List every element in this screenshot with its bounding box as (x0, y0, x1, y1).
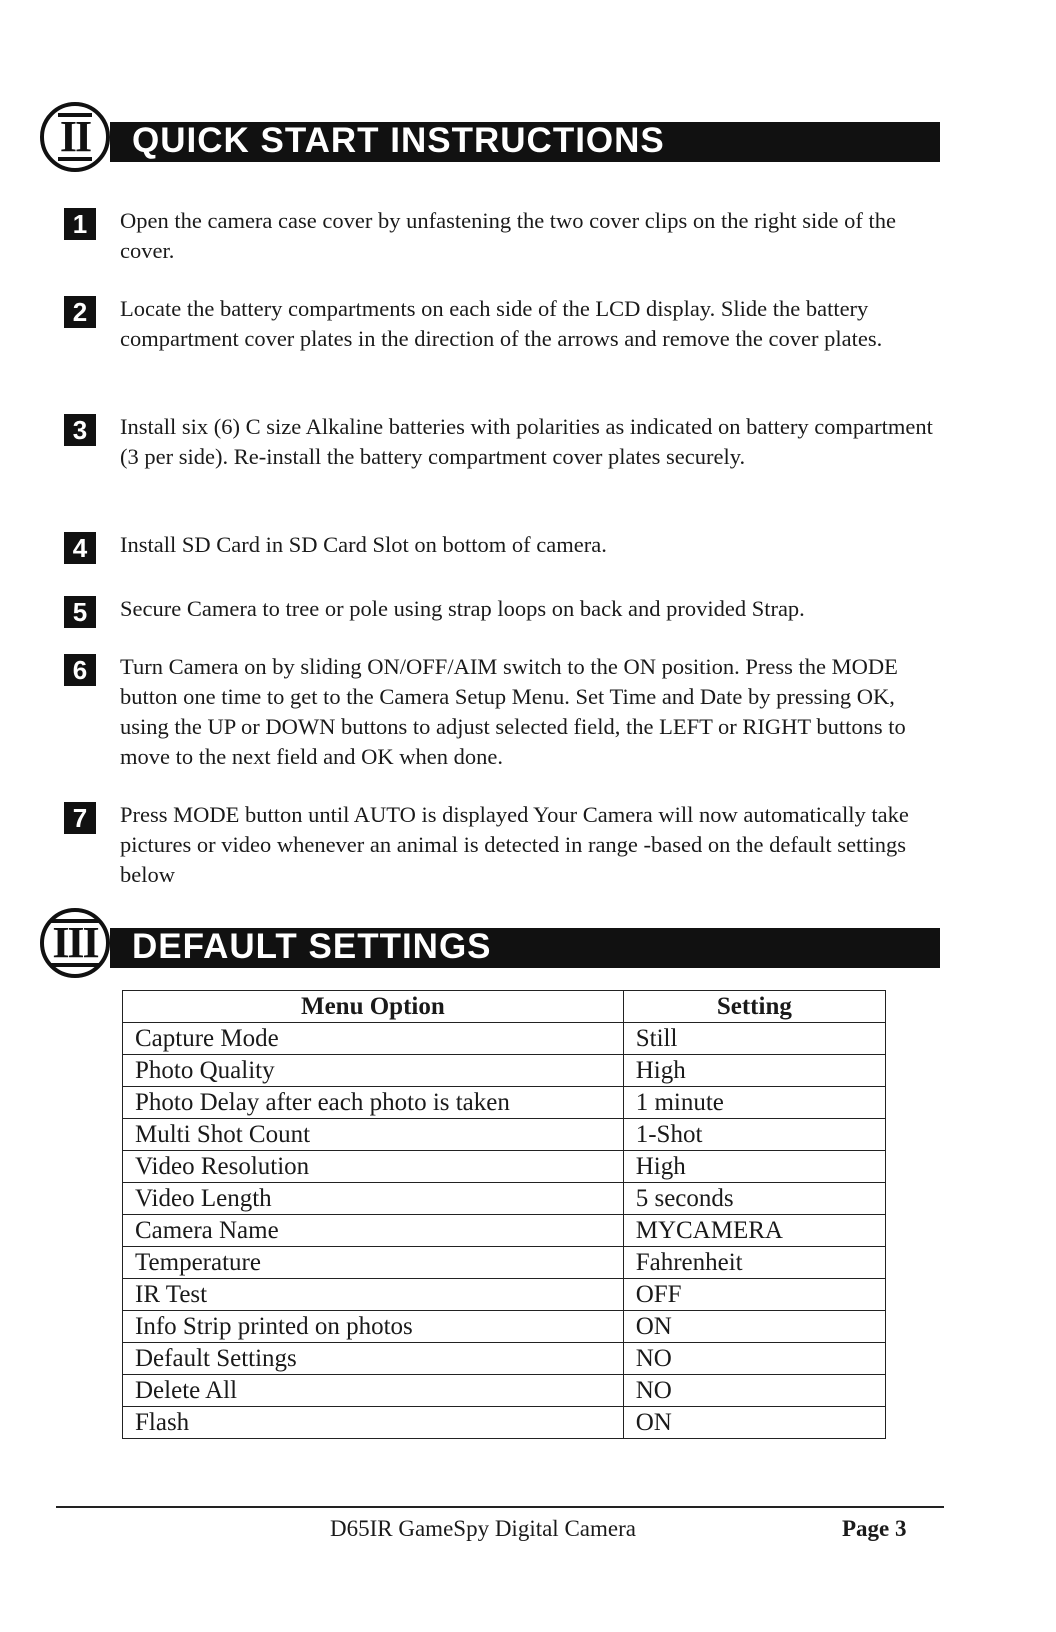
setting-cell: 1 minute (623, 1087, 885, 1119)
step-number-badge: 3 (64, 414, 96, 446)
setting-cell: Fahrenheit (623, 1247, 885, 1279)
menu-option-cell: Info Strip printed on photos (123, 1311, 624, 1343)
menu-option-cell: Video Length (123, 1183, 624, 1215)
step-number-badge: 7 (64, 802, 96, 834)
menu-option-cell: Multi Shot Count (123, 1119, 624, 1151)
table-row (123, 1183, 886, 1215)
footer-document-title: D65IR GameSpy Digital Camera (330, 1516, 636, 1541)
section-header-quick-start (40, 100, 940, 184)
setting-cell: NO (623, 1375, 885, 1407)
menu-option-cell: Temperature (123, 1247, 624, 1279)
setting-cell: NO (623, 1343, 885, 1375)
setting-cell: MYCAMERA (623, 1215, 885, 1247)
menu-option-cell: Photo Quality (123, 1055, 624, 1087)
step-text: Install six (6) C size Alkaline batteries with polarities as indicated on battery compartment (3 per side). Re-install the battery compartment cover plates securely. (120, 414, 933, 469)
step-text: Locate the battery compartments on each side of the LCD display. Slide the battery compartment cover plates in the direction of the arrows and remove the cover plates. (120, 296, 883, 351)
table-row (123, 1375, 886, 1407)
step-number-badge: 1 (64, 208, 96, 240)
step-text: Install SD Card in SD Card Slot on bottom of camera. (120, 532, 607, 557)
table-row (123, 1151, 886, 1183)
setting-cell: OFF (623, 1279, 885, 1311)
table-row (123, 1407, 886, 1439)
default-settings-table (122, 990, 886, 1439)
setting-cell: ON (623, 1407, 885, 1439)
section-numeral-badge (40, 102, 110, 172)
section-numeral: III (52, 918, 98, 967)
setting-cell: High (623, 1055, 885, 1087)
setting-cell: 1-Shot (623, 1119, 885, 1151)
section-header-default-settings (40, 906, 940, 990)
table-row (123, 1215, 886, 1247)
step-text: Open the camera case cover by unfastening the two cover clips on the right side of the cover. (120, 208, 896, 263)
step-number-badge: 5 (64, 596, 96, 628)
step-number-badge: 6 (64, 654, 96, 686)
table-row (123, 1311, 886, 1343)
menu-option-cell: Camera Name (123, 1215, 624, 1247)
table-header-row (123, 991, 886, 1023)
menu-option-cell: Flash (123, 1407, 624, 1439)
table-row (123, 1119, 886, 1151)
menu-option-cell: Default Settings (123, 1343, 624, 1375)
step-text: Press MODE button until AUTO is displayed Your Camera will now automatically take pictures or video whenever an animal is detected in range -based on the default settings below (120, 802, 909, 887)
footer-page-number: Page 3 (842, 1516, 907, 1541)
step-number-badge: 4 (64, 532, 96, 564)
section-numeral: II (59, 112, 91, 161)
table-row (123, 1055, 886, 1087)
menu-option-cell: IR Test (123, 1279, 624, 1311)
section-title: QUICK START INSTRUCTIONS (132, 121, 665, 160)
section-numeral-badge (40, 908, 110, 978)
table-row (123, 1247, 886, 1279)
setting-cell: Still (623, 1023, 885, 1055)
setting-cell: 5 seconds (623, 1183, 885, 1215)
table-row (123, 1279, 886, 1311)
column-header-menu-option: Menu Option (123, 991, 624, 1023)
setting-cell: High (623, 1151, 885, 1183)
footer-divider (56, 1506, 944, 1508)
column-header-setting: Setting (623, 991, 885, 1023)
table-row (123, 1343, 886, 1375)
step-text: Turn Camera on by sliding ON/OFF/AIM switch to the ON position. Press the MODE button one time to get to the Camera Setup Menu. Set Time and Date by pressing OK, using the UP or DOWN buttons to adjust selected field, the LEFT or RIGHT buttons to move to the next field and OK when done. (120, 654, 906, 769)
table-row (123, 1087, 886, 1119)
menu-option-cell: Delete All (123, 1375, 624, 1407)
menu-option-cell: Video Resolution (123, 1151, 624, 1183)
step-text: Secure Camera to tree or pole using strap loops on back and provided Strap. (120, 596, 805, 621)
menu-option-cell: Capture Mode (123, 1023, 624, 1055)
setting-cell: ON (623, 1311, 885, 1343)
menu-option-cell: Photo Delay after each photo is taken (123, 1087, 624, 1119)
table-row (123, 1023, 886, 1055)
step-number-badge: 2 (64, 296, 96, 328)
section-title: DEFAULT SETTINGS (132, 927, 492, 966)
